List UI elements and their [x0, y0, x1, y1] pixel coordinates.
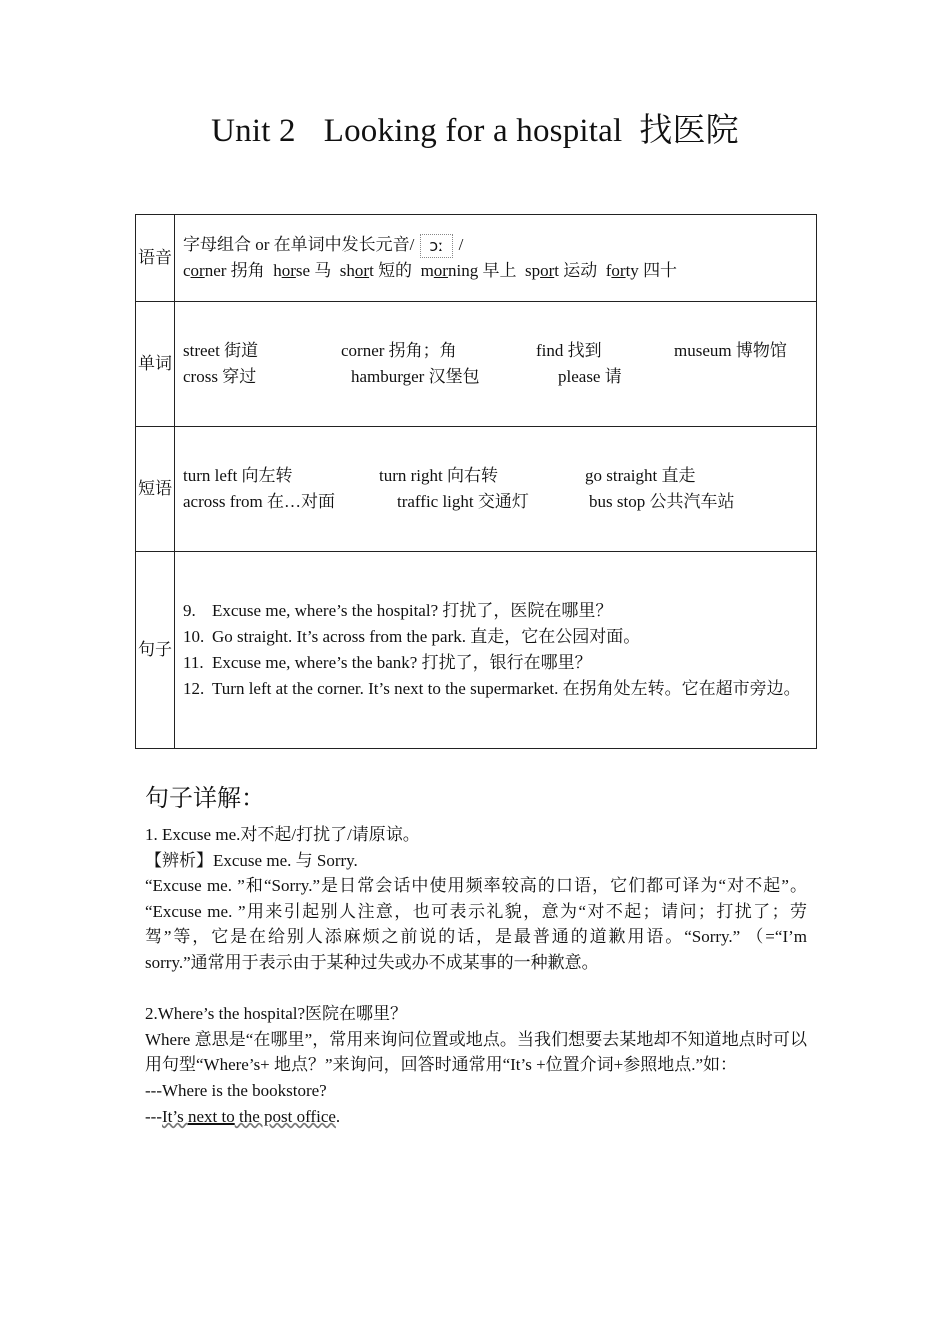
- word-item: find 找到: [536, 341, 602, 360]
- words-content: [175, 302, 817, 427]
- phrase-item: bus stop 公共汽车站: [589, 492, 735, 511]
- sentence-item: 10. Go straight. It’s across from the park. 直走，它在公园对面。: [183, 627, 641, 646]
- phonetics-intro: 字母组合 or 在单词中发长元音/: [183, 234, 415, 254]
- explanation-p3: “Excuse me. ”和“Sorry.”是日常会话中使用频率较高的口语，它们都可译为“对不起”。 “Excuse me. ”用来引起别人注意，也可表示礼貌，意为“对不起；请问；打扰了；劳驾”等，它是在给别人添麻烦之前说的话，是最普通的道歉用语。“Sorry.” （=“I’m sorry.”通常用于表示由于某种过失或办不成某事的一种歉意。: [145, 876, 807, 972]
- title-unit: Unit 2: [211, 113, 296, 149]
- explanation-p4: 2.Where’s the hospital?医院在哪里？: [145, 1004, 408, 1024]
- sentences-content: [175, 552, 817, 749]
- phonetics-word: short 短的: [339, 261, 413, 281]
- phrases-label: 短语: [136, 427, 175, 552]
- phrase-item: traffic light 交通灯: [397, 492, 529, 511]
- phrase-item: go straight 直走: [585, 466, 696, 485]
- sentence-item: 9. Excuse me, where’s the hospital? 打扰了，医院在哪里？: [183, 601, 613, 620]
- phonetics-label: 语音: [136, 215, 175, 302]
- sentence-item: 11. Excuse me, where’s the bank? 打扰了，银行在哪里？: [183, 653, 592, 672]
- words-label: 单词: [136, 302, 175, 427]
- section-heading: 句子详解：: [145, 786, 265, 812]
- example-question: ---Where is the bookstore?: [145, 1080, 327, 1100]
- word-item: please 请: [558, 367, 622, 386]
- explanation-p1: 1. Excuse me.对不起/打扰了/请原谅。: [145, 825, 420, 844]
- phrases-row: [136, 427, 817, 552]
- phonetics-word: sport 运动: [524, 261, 598, 281]
- sentences-row: [136, 552, 817, 749]
- phrases-content: [175, 427, 817, 552]
- title-chinese: 找医院: [639, 113, 739, 149]
- phonetics-content: 字母组合 or 在单词中发长元音/ ɔː / corner 拐角 horse 马 short 短的 morning 早上 sport 运动 forty 四十: [175, 215, 817, 302]
- ipa-symbol: ɔː: [420, 234, 452, 258]
- word-item: hamburger 汉堡包: [351, 367, 480, 386]
- page-title: [0, 104, 950, 151]
- phrase-item: across from 在…对面: [183, 492, 336, 511]
- phrase-item: turn left 向左转: [183, 466, 293, 485]
- explanation-body: [145, 822, 807, 1129]
- phonetics-row: [136, 215, 817, 302]
- title-english: Looking for a hospital: [323, 113, 623, 149]
- example-answer: ---It’s next to the post office.: [145, 1106, 341, 1126]
- sentence-item: 12. Turn left at the corner. It’s next to the supermarket. 在拐角处左转。它在超市旁边。: [183, 679, 801, 698]
- explanation-p2: 【辨析】Excuse me. 与 Sorry.: [145, 850, 358, 870]
- word-item: corner 拐角；角: [341, 341, 457, 360]
- phonetics-words: [183, 258, 808, 284]
- phonetics-word: morning 早上: [420, 261, 517, 281]
- explanation-p5: Where 意思是“在哪里”，常用来询问位置或地点。当我们想要去某地却不知道地点时可以用句型“Where’s+ 地点？”来询问，回答时通常用“It’s +位置介词+参照地点.”如：: [145, 1029, 807, 1075]
- word-item: street 街道: [183, 341, 259, 360]
- word-item: museum 博物馆: [674, 341, 787, 360]
- phonetics-word: forty 四十: [605, 261, 678, 281]
- words-row: [136, 302, 817, 427]
- sentences-label: 句子: [136, 552, 175, 749]
- phonetics-word: corner 拐角: [183, 261, 265, 281]
- phonetics-word: horse 马: [273, 261, 332, 281]
- vocabulary-table: [135, 214, 817, 749]
- word-item: cross 穿过: [183, 367, 257, 386]
- phrase-item: turn right 向右转: [379, 466, 498, 485]
